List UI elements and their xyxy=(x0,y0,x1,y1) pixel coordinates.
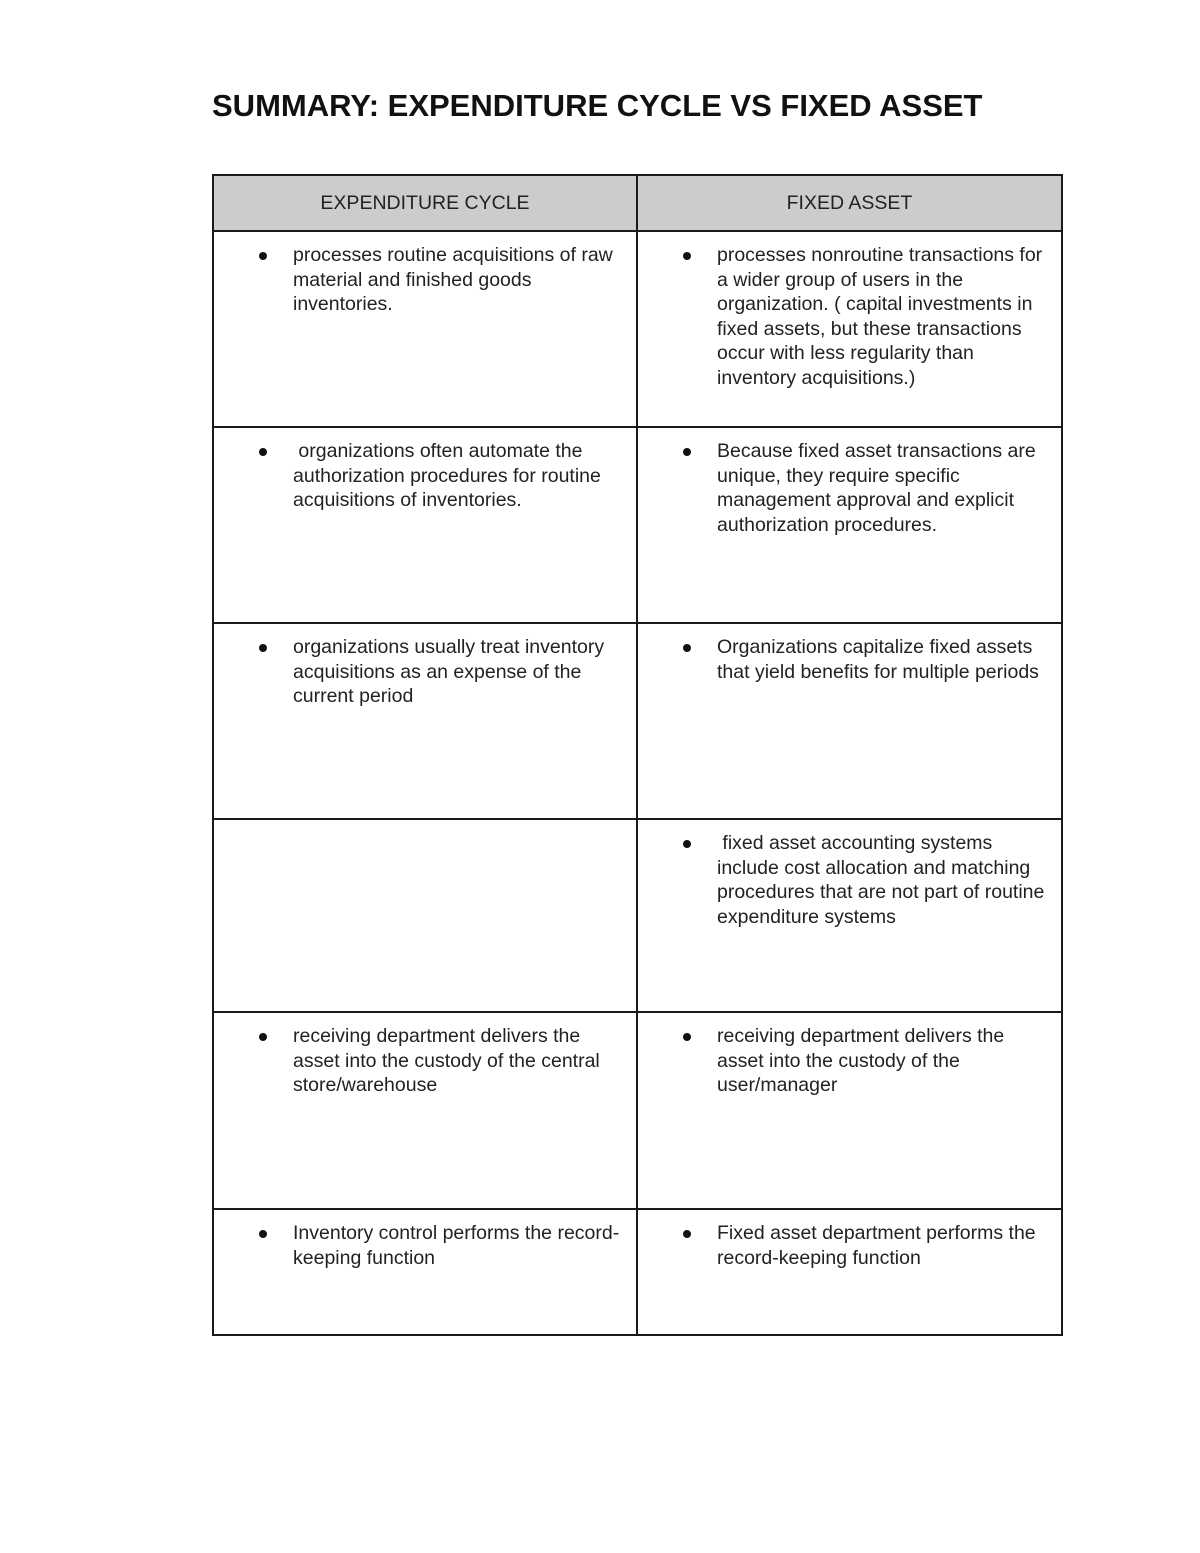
fixed-asset-cell xyxy=(637,1209,1062,1335)
item-text: Fixed asset department performs the record-keeping function xyxy=(717,1222,1036,1269)
expenditure-cell xyxy=(213,427,637,623)
item-text: organizations often automate the authorization procedures for routine acquisitions of inventories. xyxy=(293,440,607,512)
list-item xyxy=(680,243,1049,391)
item-text: organizations usually treat inventory acquisitions as an expense of the current period xyxy=(293,636,605,708)
fixed-asset-cell xyxy=(637,427,1062,623)
item-text: Organizations capitalize fixed assets that yield benefits for multiple periods xyxy=(717,636,1039,683)
list-item xyxy=(680,831,1049,929)
expenditure-cell xyxy=(213,1012,637,1209)
expenditure-cell xyxy=(213,231,637,427)
list-item xyxy=(256,635,624,709)
bullet-icon xyxy=(259,1230,267,1238)
bullet-icon xyxy=(683,644,691,652)
list-item xyxy=(256,1221,624,1270)
list-item xyxy=(256,243,624,317)
list-item xyxy=(680,1221,1049,1270)
bullet-icon xyxy=(683,840,691,848)
item-text: fixed asset accounting systems include cost allocation and matching procedures that are not part of routine expenditure systems xyxy=(717,832,1050,928)
item-text: Because fixed asset transactions are unique, they require specific management approval and explicit authorization procedures. xyxy=(717,440,1036,536)
item-text: Inventory control performs the record-keeping function xyxy=(293,1222,620,1269)
bullet-icon xyxy=(683,1033,691,1041)
expenditure-cell-empty xyxy=(213,819,637,1012)
fixed-asset-cell xyxy=(637,231,1062,427)
list-item xyxy=(680,1024,1049,1098)
table-row xyxy=(213,1209,1062,1335)
bullet-icon xyxy=(259,448,267,456)
bullet-icon xyxy=(683,448,691,456)
list-item xyxy=(256,1024,624,1098)
header-fixed-asset: FIXED ASSET xyxy=(637,175,1062,231)
table-row xyxy=(213,1012,1062,1209)
table-row xyxy=(213,623,1062,819)
comparison-table xyxy=(212,174,1063,1336)
item-text: receiving department delivers the asset into the custody of the user/manager xyxy=(717,1025,1005,1097)
header-expenditure-cycle: EXPENDITURE CYCLE xyxy=(213,175,637,231)
page-title: SUMMARY: EXPENDITURE CYCLE VS FIXED ASSET xyxy=(212,88,983,123)
table-row xyxy=(213,819,1062,1012)
fixed-asset-cell xyxy=(637,1012,1062,1209)
expenditure-cell xyxy=(213,1209,637,1335)
bullet-icon xyxy=(259,644,267,652)
fixed-asset-cell xyxy=(637,623,1062,819)
list-item xyxy=(680,439,1049,537)
table-row xyxy=(213,427,1062,623)
bullet-icon xyxy=(259,252,267,260)
item-text: processes routine acquisitions of raw material and finished goods inventories. xyxy=(293,244,613,316)
fixed-asset-cell xyxy=(637,819,1062,1012)
expenditure-cell xyxy=(213,623,637,819)
list-item xyxy=(680,635,1049,684)
table-header-row xyxy=(213,175,1062,231)
list-item xyxy=(256,439,624,513)
table-row xyxy=(213,231,1062,427)
item-text: receiving department delivers the asset into the custody of the central store/warehouse xyxy=(293,1025,600,1097)
item-text: processes nonroutine transactions for a wider group of users in the organization. ( capital investments in fixed assets, but these transactions occur with less regularity than inventory acquisitions.) xyxy=(717,244,1043,389)
bullet-icon xyxy=(683,1230,691,1238)
bullet-icon xyxy=(259,1033,267,1041)
bullet-icon xyxy=(683,252,691,260)
